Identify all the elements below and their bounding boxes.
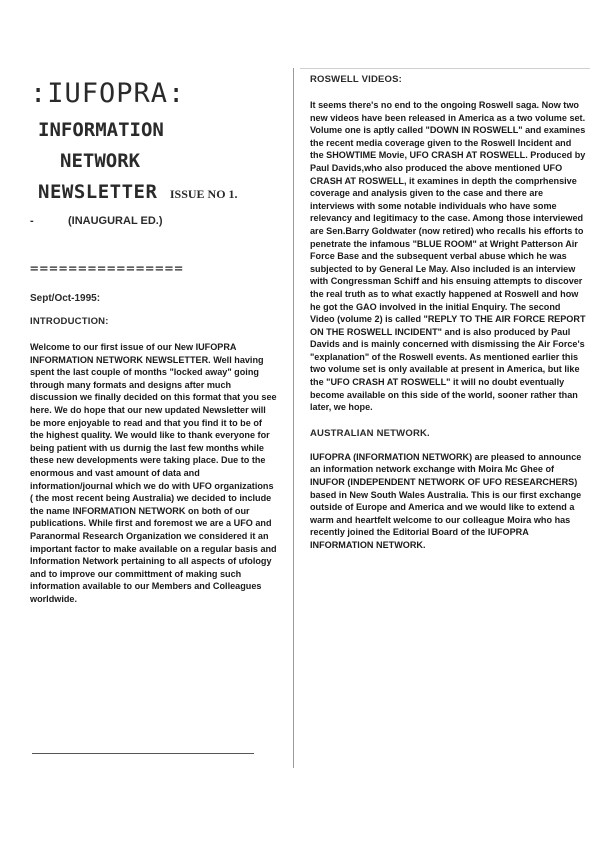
- column-divider: [293, 68, 294, 768]
- masthead-line-network: NETWORK: [60, 150, 141, 172]
- issue-number: ISSUE NO 1.: [169, 187, 238, 201]
- top-rule: [300, 68, 590, 69]
- australian-network-body: IUFOPRA (INFORMATION NETWORK) are pleased to announce an information network exchange with Moira Mc Ghee of INUFOR (INDEPENDENT NETWORK OF UFO RESEARCHERS) based in New South Wales Australia. This is our first exchange outside of Europe and America and we would like to extend a warm and heartfelt welcome to our colleague Moira who has recently joined the Editorial Board of the IUFOPRA INFORMATION NETWORK.: [310, 451, 582, 550]
- edition-row: [30, 215, 278, 227]
- masthead-logo: :IUFOPRA:: [30, 78, 186, 109]
- left-column: [30, 80, 278, 605]
- introduction-body: Welcome to our first issue of our New IUFOPRA INFORMATION NETWORK NEWSLETTER. Well having spent the last couple of months "locked away" going through many formats and designs after much discussion we finally decided on this format that you see here. We do hope that our new updated Newsletter will be more enjoyable to read and that you find it to be of the highest quality. We would like to thank everyone for being patient with us durnig the last few months while these new developments were taking place. Due to the enormous and vast amount of data and information/journal which we do with UFO organizations ( the most recent being Australia) we decided to include the name INFORMATION NETWORK on both of our publications. While first and foremost we are a UFO and Paranormal Research Organization we considered it an important factor to make available on a regular basis and Information Network pertaining to all aspects of ufology and to improve our committment of making such information available to our Members and Colleagues worldwide.: [30, 342, 277, 604]
- australian-network-heading: AUSTRALIAN NETWORK.: [310, 427, 430, 439]
- masthead-line-newsletter: NEWSLETTER: [38, 181, 158, 203]
- roswell-videos-heading: ROSWELL VIDEOS:: [310, 74, 403, 85]
- edition-label: (INAUGURAL ED.): [68, 215, 163, 227]
- masthead-newsletter-row: [38, 183, 278, 203]
- roswell-videos-body: It seems there's no end to the ongoing Roswell saga. Now two new videos have been released in America as a two volume set. Volume one is aptly called "DOWN IN ROSWELL" and examines the recent media coverage given to the Roswell Incident and the SHOWTIME Movie, UFO CRASH AT ROSWELL. Produced by Paul Davids,who also produced the above mentioned UFO CRASH AT ROSWELL, it examines in depth the comprhensive coverage and analysis given to the case and there are interviews with some notable individuals who have some relevancy and legitimacy to the case. Among those interviewed are Sen.Barry Goldwater (now retired) who recalls his efforts to penetrate the infamous "BLUE ROOM" at Wright Patterson Air Force Base and the subsequent verbal abuse which he was subjected to by General Le May. Also included is an interview with Congressman Schiff and his ensuing attempts to discover the real truth as to what exactly happened at Roswell and how he got the GAO involved in the initial Enquiry. The second Video (volume 2) is called "REPLY TO THE AIR FORCE REPORT ON THE ROSWELL INCIDENT" and is also produced by Paul Davids and is mainly concerned with dismissing the Air Force's "explanation" of the Roswell events. As mentioned earlier this two volume set is only available at present in America, but like the "UFO CRASH AT ROSWELL" it will no doubt eventually become available on this side of the world, sooner rather than later, we hope.: [310, 100, 586, 413]
- masthead-line-information: INFORMATION: [38, 119, 164, 141]
- edition-dash: -: [30, 215, 34, 227]
- right-column: [310, 74, 590, 552]
- bottom-rule: [32, 753, 254, 754]
- introduction-heading: INTRODUCTION:: [30, 316, 109, 327]
- issue-date: Sept/Oct-1995:: [30, 293, 101, 304]
- separator-line: ================: [30, 261, 185, 277]
